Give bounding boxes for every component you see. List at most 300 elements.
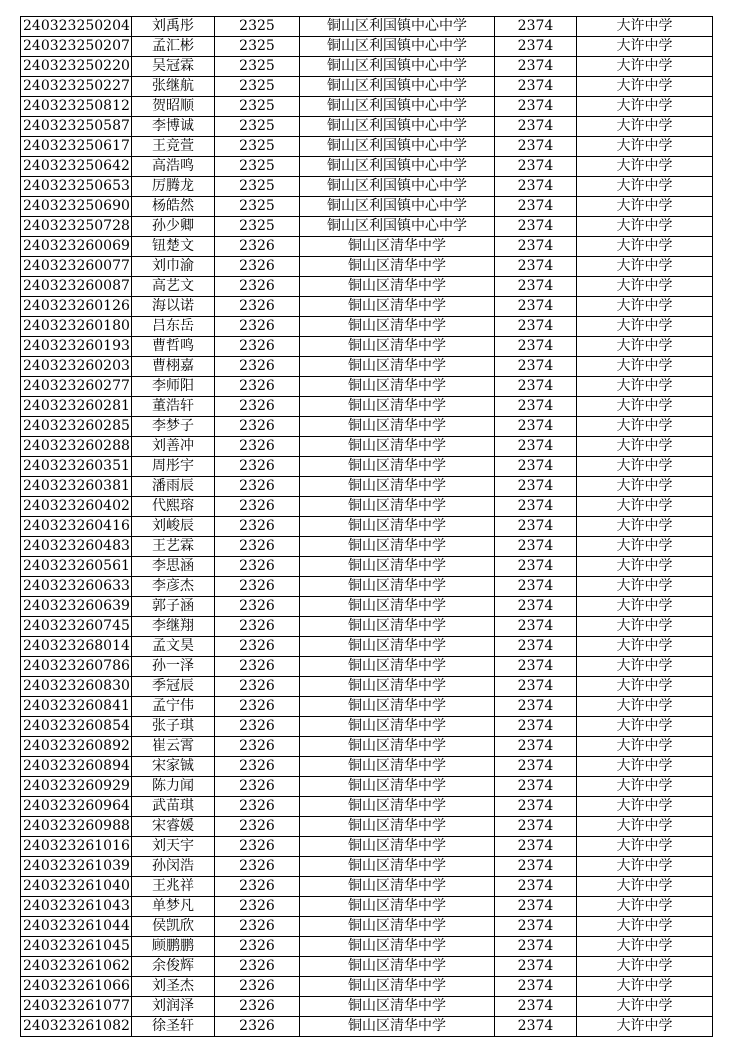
origin-school-code-cell: 2326 (215, 337, 300, 357)
origin-school-code-cell: 2326 (215, 237, 300, 257)
origin-school-code-cell: 2326 (215, 757, 300, 777)
student-id-cell: 240323261044 (21, 917, 132, 937)
table-row (21, 1017, 713, 1037)
target-school-cell: 大许中学 (577, 657, 713, 677)
origin-school-code-cell: 2326 (215, 917, 300, 937)
target-school-code-cell: 2374 (495, 417, 577, 437)
student-name-cell: 单梦凡 (132, 897, 215, 917)
target-school-code-cell: 2374 (495, 177, 577, 197)
target-school-cell: 大许中学 (577, 497, 713, 517)
origin-school-cell: 铜山区清华中学 (300, 577, 495, 597)
target-school-cell: 大许中学 (577, 277, 713, 297)
origin-school-cell: 铜山区清华中学 (300, 777, 495, 797)
origin-school-code-cell: 2326 (215, 677, 300, 697)
target-school-code-cell: 2374 (495, 917, 577, 937)
target-school-code-cell: 2374 (495, 677, 577, 697)
origin-school-code-cell: 2326 (215, 317, 300, 337)
origin-school-code-cell: 2326 (215, 437, 300, 457)
table-row (21, 277, 713, 297)
origin-school-cell: 铜山区清华中学 (300, 537, 495, 557)
student-id-cell: 240323250204 (21, 17, 132, 37)
target-school-code-cell: 2374 (495, 597, 577, 617)
origin-school-cell: 铜山区利国镇中心中学 (300, 157, 495, 177)
target-school-cell: 大许中学 (577, 917, 713, 937)
origin-school-cell: 铜山区清华中学 (300, 837, 495, 857)
target-school-cell: 大许中学 (577, 297, 713, 317)
student-name-cell: 曹栩嘉 (132, 357, 215, 377)
student-id-cell: 240323261039 (21, 857, 132, 877)
origin-school-code-cell: 2326 (215, 277, 300, 297)
target-school-code-cell: 2374 (495, 377, 577, 397)
student-name-cell: 宋家铖 (132, 757, 215, 777)
student-name-cell: 杨皓然 (132, 197, 215, 217)
origin-school-cell: 铜山区清华中学 (300, 317, 495, 337)
origin-school-code-cell: 2325 (215, 217, 300, 237)
student-id-cell: 240323260285 (21, 417, 132, 437)
origin-school-code-cell: 2325 (215, 157, 300, 177)
table-row (21, 697, 713, 717)
origin-school-code-cell: 2326 (215, 837, 300, 857)
target-school-cell: 大许中学 (577, 117, 713, 137)
student-id-cell: 240323250642 (21, 157, 132, 177)
table-row (21, 377, 713, 397)
target-school-cell: 大许中学 (577, 457, 713, 477)
student-id-cell: 240323250220 (21, 57, 132, 77)
origin-school-cell: 铜山区清华中学 (300, 337, 495, 357)
student-id-cell: 240323250690 (21, 197, 132, 217)
student-id-cell: 240323260381 (21, 477, 132, 497)
student-id-cell: 240323260561 (21, 557, 132, 577)
table-row (21, 977, 713, 997)
target-school-cell: 大许中学 (577, 177, 713, 197)
table-row (21, 237, 713, 257)
student-name-cell: 高浩鸣 (132, 157, 215, 177)
origin-school-code-cell: 2326 (215, 877, 300, 897)
target-school-cell: 大许中学 (577, 977, 713, 997)
student-name-cell: 潘雨辰 (132, 477, 215, 497)
target-school-code-cell: 2374 (495, 877, 577, 897)
table-row (21, 37, 713, 57)
student-name-cell: 李梦子 (132, 417, 215, 437)
student-id-cell: 240323250728 (21, 217, 132, 237)
target-school-cell: 大许中学 (577, 1017, 713, 1037)
target-school-cell: 大许中学 (577, 217, 713, 237)
target-school-code-cell: 2374 (495, 837, 577, 857)
target-school-code-cell: 2374 (495, 977, 577, 997)
student-table (20, 16, 713, 1037)
origin-school-cell: 铜山区清华中学 (300, 937, 495, 957)
target-school-code-cell: 2374 (495, 317, 577, 337)
student-id-cell: 240323260639 (21, 597, 132, 617)
target-school-cell: 大许中学 (577, 97, 713, 117)
origin-school-code-cell: 2326 (215, 517, 300, 537)
target-school-code-cell: 2374 (495, 97, 577, 117)
target-school-code-cell: 2374 (495, 517, 577, 537)
student-id-cell: 240323250207 (21, 37, 132, 57)
table-body (21, 17, 713, 1037)
table-row (21, 177, 713, 197)
origin-school-code-cell: 2326 (215, 477, 300, 497)
origin-school-cell: 铜山区利国镇中心中学 (300, 197, 495, 217)
origin-school-cell: 铜山区清华中学 (300, 497, 495, 517)
student-name-cell: 宋睿媛 (132, 817, 215, 837)
table-row (21, 17, 713, 37)
table-row (21, 77, 713, 97)
origin-school-code-cell: 2325 (215, 37, 300, 57)
target-school-cell: 大许中学 (577, 717, 713, 737)
table-row (21, 877, 713, 897)
table-row (21, 297, 713, 317)
student-name-cell: 周彤宇 (132, 457, 215, 477)
student-id-cell: 240323250812 (21, 97, 132, 117)
table-row (21, 317, 713, 337)
table-row (21, 57, 713, 77)
target-school-cell: 大许中学 (577, 797, 713, 817)
student-name-cell: 刘禹彤 (132, 17, 215, 37)
target-school-cell: 大许中学 (577, 957, 713, 977)
origin-school-cell: 铜山区清华中学 (300, 297, 495, 317)
target-school-cell: 大许中学 (577, 537, 713, 557)
target-school-code-cell: 2374 (495, 37, 577, 57)
origin-school-cell: 铜山区清华中学 (300, 977, 495, 997)
student-id-cell: 240323261066 (21, 977, 132, 997)
target-school-code-cell: 2374 (495, 637, 577, 657)
target-school-cell: 大许中学 (577, 37, 713, 57)
target-school-code-cell: 2374 (495, 657, 577, 677)
origin-school-cell: 铜山区清华中学 (300, 1017, 495, 1037)
origin-school-cell: 铜山区清华中学 (300, 277, 495, 297)
student-id-cell: 240323260203 (21, 357, 132, 377)
origin-school-code-cell: 2325 (215, 77, 300, 97)
origin-school-cell: 铜山区清华中学 (300, 457, 495, 477)
target-school-code-cell: 2374 (495, 857, 577, 877)
table-row (21, 517, 713, 537)
origin-school-code-cell: 2325 (215, 57, 300, 77)
target-school-code-cell: 2374 (495, 477, 577, 497)
origin-school-cell: 铜山区清华中学 (300, 237, 495, 257)
student-id-cell: 240323260894 (21, 757, 132, 777)
table-row (21, 757, 713, 777)
table-row (21, 917, 713, 937)
student-id-cell: 240323260929 (21, 777, 132, 797)
target-school-cell: 大许中学 (577, 417, 713, 437)
table-row (21, 397, 713, 417)
student-name-cell: 吕东岳 (132, 317, 215, 337)
table-row (21, 837, 713, 857)
student-id-cell: 240323260854 (21, 717, 132, 737)
student-name-cell: 王艺霖 (132, 537, 215, 557)
student-name-cell: 陈力闻 (132, 777, 215, 797)
origin-school-cell: 铜山区清华中学 (300, 377, 495, 397)
target-school-code-cell: 2374 (495, 117, 577, 137)
student-name-cell: 李继翔 (132, 617, 215, 637)
origin-school-cell: 铜山区清华中学 (300, 857, 495, 877)
target-school-code-cell: 2374 (495, 297, 577, 317)
target-school-cell: 大许中学 (577, 817, 713, 837)
origin-school-code-cell: 2325 (215, 177, 300, 197)
student-id-cell: 240323260830 (21, 677, 132, 697)
origin-school-code-cell: 2325 (215, 197, 300, 217)
origin-school-cell: 铜山区清华中学 (300, 877, 495, 897)
student-name-cell: 李博诚 (132, 117, 215, 137)
table-row (21, 357, 713, 377)
student-id-cell: 240323268014 (21, 637, 132, 657)
origin-school-cell: 铜山区清华中学 (300, 797, 495, 817)
origin-school-code-cell: 2326 (215, 997, 300, 1017)
origin-school-cell: 铜山区清华中学 (300, 917, 495, 937)
student-id-cell: 240323250653 (21, 177, 132, 197)
origin-school-code-cell: 2326 (215, 257, 300, 277)
origin-school-code-cell: 2325 (215, 97, 300, 117)
target-school-code-cell: 2374 (495, 557, 577, 577)
student-id-cell: 240323260633 (21, 577, 132, 597)
target-school-code-cell: 2374 (495, 237, 577, 257)
student-name-cell: 刘天宇 (132, 837, 215, 857)
origin-school-code-cell: 2326 (215, 577, 300, 597)
student-id-cell: 240323260416 (21, 517, 132, 537)
origin-school-cell: 铜山区利国镇中心中学 (300, 137, 495, 157)
table-row (21, 677, 713, 697)
origin-school-cell: 铜山区清华中学 (300, 757, 495, 777)
target-school-cell: 大许中学 (577, 997, 713, 1017)
table-row (21, 597, 713, 617)
student-id-cell: 240323260988 (21, 817, 132, 837)
origin-school-cell: 铜山区利国镇中心中学 (300, 177, 495, 197)
origin-school-code-cell: 2326 (215, 717, 300, 737)
origin-school-code-cell: 2326 (215, 957, 300, 977)
origin-school-cell: 铜山区清华中学 (300, 417, 495, 437)
target-school-code-cell: 2374 (495, 137, 577, 157)
target-school-cell: 大许中学 (577, 757, 713, 777)
student-name-cell: 李师阳 (132, 377, 215, 397)
target-school-code-cell: 2374 (495, 57, 577, 77)
table-row (21, 157, 713, 177)
target-school-cell: 大许中学 (577, 57, 713, 77)
student-id-cell: 240323260180 (21, 317, 132, 337)
student-name-cell: 刘巾渝 (132, 257, 215, 277)
student-name-cell: 王兆祥 (132, 877, 215, 897)
origin-school-cell: 铜山区清华中学 (300, 257, 495, 277)
student-id-cell: 240323261040 (21, 877, 132, 897)
student-name-cell: 崔云霄 (132, 737, 215, 757)
student-name-cell: 孟宁伟 (132, 697, 215, 717)
student-name-cell: 刘润泽 (132, 997, 215, 1017)
target-school-cell: 大许中学 (577, 857, 713, 877)
target-school-cell: 大许中学 (577, 397, 713, 417)
origin-school-cell: 铜山区清华中学 (300, 957, 495, 977)
target-school-code-cell: 2374 (495, 437, 577, 457)
target-school-code-cell: 2374 (495, 577, 577, 597)
target-school-code-cell: 2374 (495, 937, 577, 957)
target-school-code-cell: 2374 (495, 957, 577, 977)
target-school-code-cell: 2374 (495, 757, 577, 777)
origin-school-code-cell: 2326 (215, 417, 300, 437)
student-name-cell: 徐圣轩 (132, 1017, 215, 1037)
student-name-cell: 贺昭顺 (132, 97, 215, 117)
table-row (21, 957, 713, 977)
origin-school-code-cell: 2326 (215, 637, 300, 657)
student-name-cell: 武苗琪 (132, 797, 215, 817)
target-school-code-cell: 2374 (495, 157, 577, 177)
table-row (21, 117, 713, 137)
target-school-cell: 大许中学 (577, 557, 713, 577)
student-name-cell: 余俊辉 (132, 957, 215, 977)
origin-school-code-cell: 2326 (215, 657, 300, 677)
student-id-cell: 240323260841 (21, 697, 132, 717)
target-school-cell: 大许中学 (577, 377, 713, 397)
origin-school-code-cell: 2326 (215, 737, 300, 757)
student-name-cell: 董浩轩 (132, 397, 215, 417)
target-school-code-cell: 2374 (495, 897, 577, 917)
student-id-cell: 240323260087 (21, 277, 132, 297)
target-school-cell: 大许中学 (577, 637, 713, 657)
origin-school-code-cell: 2325 (215, 17, 300, 37)
target-school-code-cell: 2374 (495, 17, 577, 37)
target-school-cell: 大许中学 (577, 877, 713, 897)
origin-school-code-cell: 2325 (215, 137, 300, 157)
student-name-cell: 海以诺 (132, 297, 215, 317)
origin-school-cell: 铜山区利国镇中心中学 (300, 97, 495, 117)
table-row (21, 777, 713, 797)
origin-school-cell: 铜山区清华中学 (300, 397, 495, 417)
table-row (21, 937, 713, 957)
student-name-cell: 张继航 (132, 77, 215, 97)
origin-school-code-cell: 2326 (215, 777, 300, 797)
target-school-code-cell: 2374 (495, 697, 577, 717)
table-row (21, 797, 713, 817)
student-id-cell: 240323260077 (21, 257, 132, 277)
student-id-cell: 240323260745 (21, 617, 132, 637)
origin-school-code-cell: 2326 (215, 697, 300, 717)
target-school-code-cell: 2374 (495, 357, 577, 377)
origin-school-cell: 铜山区清华中学 (300, 737, 495, 757)
target-school-code-cell: 2374 (495, 457, 577, 477)
origin-school-code-cell: 2326 (215, 897, 300, 917)
student-id-cell: 240323260351 (21, 457, 132, 477)
target-school-cell: 大许中学 (577, 517, 713, 537)
origin-school-cell: 铜山区清华中学 (300, 437, 495, 457)
target-school-cell: 大许中学 (577, 737, 713, 757)
student-name-cell: 刘圣杰 (132, 977, 215, 997)
student-name-cell: 孟文昊 (132, 637, 215, 657)
origin-school-code-cell: 2326 (215, 537, 300, 557)
student-id-cell: 240323260786 (21, 657, 132, 677)
target-school-cell: 大许中学 (577, 357, 713, 377)
target-school-cell: 大许中学 (577, 17, 713, 37)
student-id-cell: 240323260281 (21, 397, 132, 417)
origin-school-cell: 铜山区利国镇中心中学 (300, 77, 495, 97)
table-row (21, 997, 713, 1017)
student-id-cell: 240323260288 (21, 437, 132, 457)
origin-school-code-cell: 2325 (215, 117, 300, 137)
table-row (21, 557, 713, 577)
origin-school-cell: 铜山区利国镇中心中学 (300, 217, 495, 237)
origin-school-code-cell: 2326 (215, 557, 300, 577)
target-school-code-cell: 2374 (495, 777, 577, 797)
table-row (21, 257, 713, 277)
table-row (21, 217, 713, 237)
target-school-code-cell: 2374 (495, 537, 577, 557)
target-school-cell: 大许中学 (577, 577, 713, 597)
target-school-code-cell: 2374 (495, 257, 577, 277)
student-id-cell: 240323260126 (21, 297, 132, 317)
target-school-cell: 大许中学 (577, 777, 713, 797)
target-school-cell: 大许中学 (577, 437, 713, 457)
target-school-cell: 大许中学 (577, 837, 713, 857)
table-row (21, 97, 713, 117)
table-row (21, 717, 713, 737)
origin-school-code-cell: 2326 (215, 377, 300, 397)
student-name-cell: 高艺文 (132, 277, 215, 297)
target-school-cell: 大许中学 (577, 137, 713, 157)
target-school-code-cell: 2374 (495, 717, 577, 737)
origin-school-code-cell: 2326 (215, 1017, 300, 1037)
student-name-cell: 厉腾龙 (132, 177, 215, 197)
origin-school-code-cell: 2326 (215, 617, 300, 637)
origin-school-cell: 铜山区清华中学 (300, 517, 495, 537)
origin-school-code-cell: 2326 (215, 497, 300, 517)
student-name-cell: 郭子涵 (132, 597, 215, 617)
target-school-cell: 大许中学 (577, 257, 713, 277)
target-school-code-cell: 2374 (495, 817, 577, 837)
origin-school-code-cell: 2326 (215, 397, 300, 417)
student-id-cell: 240323261016 (21, 837, 132, 857)
student-id-cell: 240323260193 (21, 337, 132, 357)
origin-school-cell: 铜山区清华中学 (300, 657, 495, 677)
student-name-cell: 李思涵 (132, 557, 215, 577)
student-id-cell: 240323250227 (21, 77, 132, 97)
table-row (21, 417, 713, 437)
student-name-cell: 钮楚文 (132, 237, 215, 257)
origin-school-cell: 铜山区清华中学 (300, 997, 495, 1017)
student-name-cell: 孟汇彬 (132, 37, 215, 57)
origin-school-cell: 铜山区清华中学 (300, 817, 495, 837)
origin-school-code-cell: 2326 (215, 817, 300, 837)
origin-school-cell: 铜山区清华中学 (300, 597, 495, 617)
origin-school-cell: 铜山区清华中学 (300, 637, 495, 657)
target-school-code-cell: 2374 (495, 997, 577, 1017)
table-row (21, 817, 713, 837)
origin-school-cell: 铜山区清华中学 (300, 557, 495, 577)
target-school-code-cell: 2374 (495, 497, 577, 517)
target-school-cell: 大许中学 (577, 897, 713, 917)
origin-school-code-cell: 2326 (215, 457, 300, 477)
student-name-cell: 孙少卿 (132, 217, 215, 237)
origin-school-cell: 铜山区清华中学 (300, 357, 495, 377)
student-id-cell: 240323261082 (21, 1017, 132, 1037)
table-row (21, 637, 713, 657)
table-row (21, 477, 713, 497)
origin-school-cell: 铜山区利国镇中心中学 (300, 57, 495, 77)
origin-school-cell: 铜山区利国镇中心中学 (300, 117, 495, 137)
target-school-cell: 大许中学 (577, 197, 713, 217)
student-name-cell: 孙闵浩 (132, 857, 215, 877)
table-row (21, 137, 713, 157)
target-school-cell: 大许中学 (577, 597, 713, 617)
target-school-code-cell: 2374 (495, 217, 577, 237)
target-school-cell: 大许中学 (577, 937, 713, 957)
table-row (21, 197, 713, 217)
table-row (21, 457, 713, 477)
student-id-cell: 240323250587 (21, 117, 132, 137)
target-school-code-cell: 2374 (495, 277, 577, 297)
origin-school-cell: 铜山区清华中学 (300, 897, 495, 917)
target-school-code-cell: 2374 (495, 797, 577, 817)
student-name-cell: 侯凯欣 (132, 917, 215, 937)
student-name-cell: 刘峻辰 (132, 517, 215, 537)
origin-school-cell: 铜山区清华中学 (300, 717, 495, 737)
table-row (21, 437, 713, 457)
